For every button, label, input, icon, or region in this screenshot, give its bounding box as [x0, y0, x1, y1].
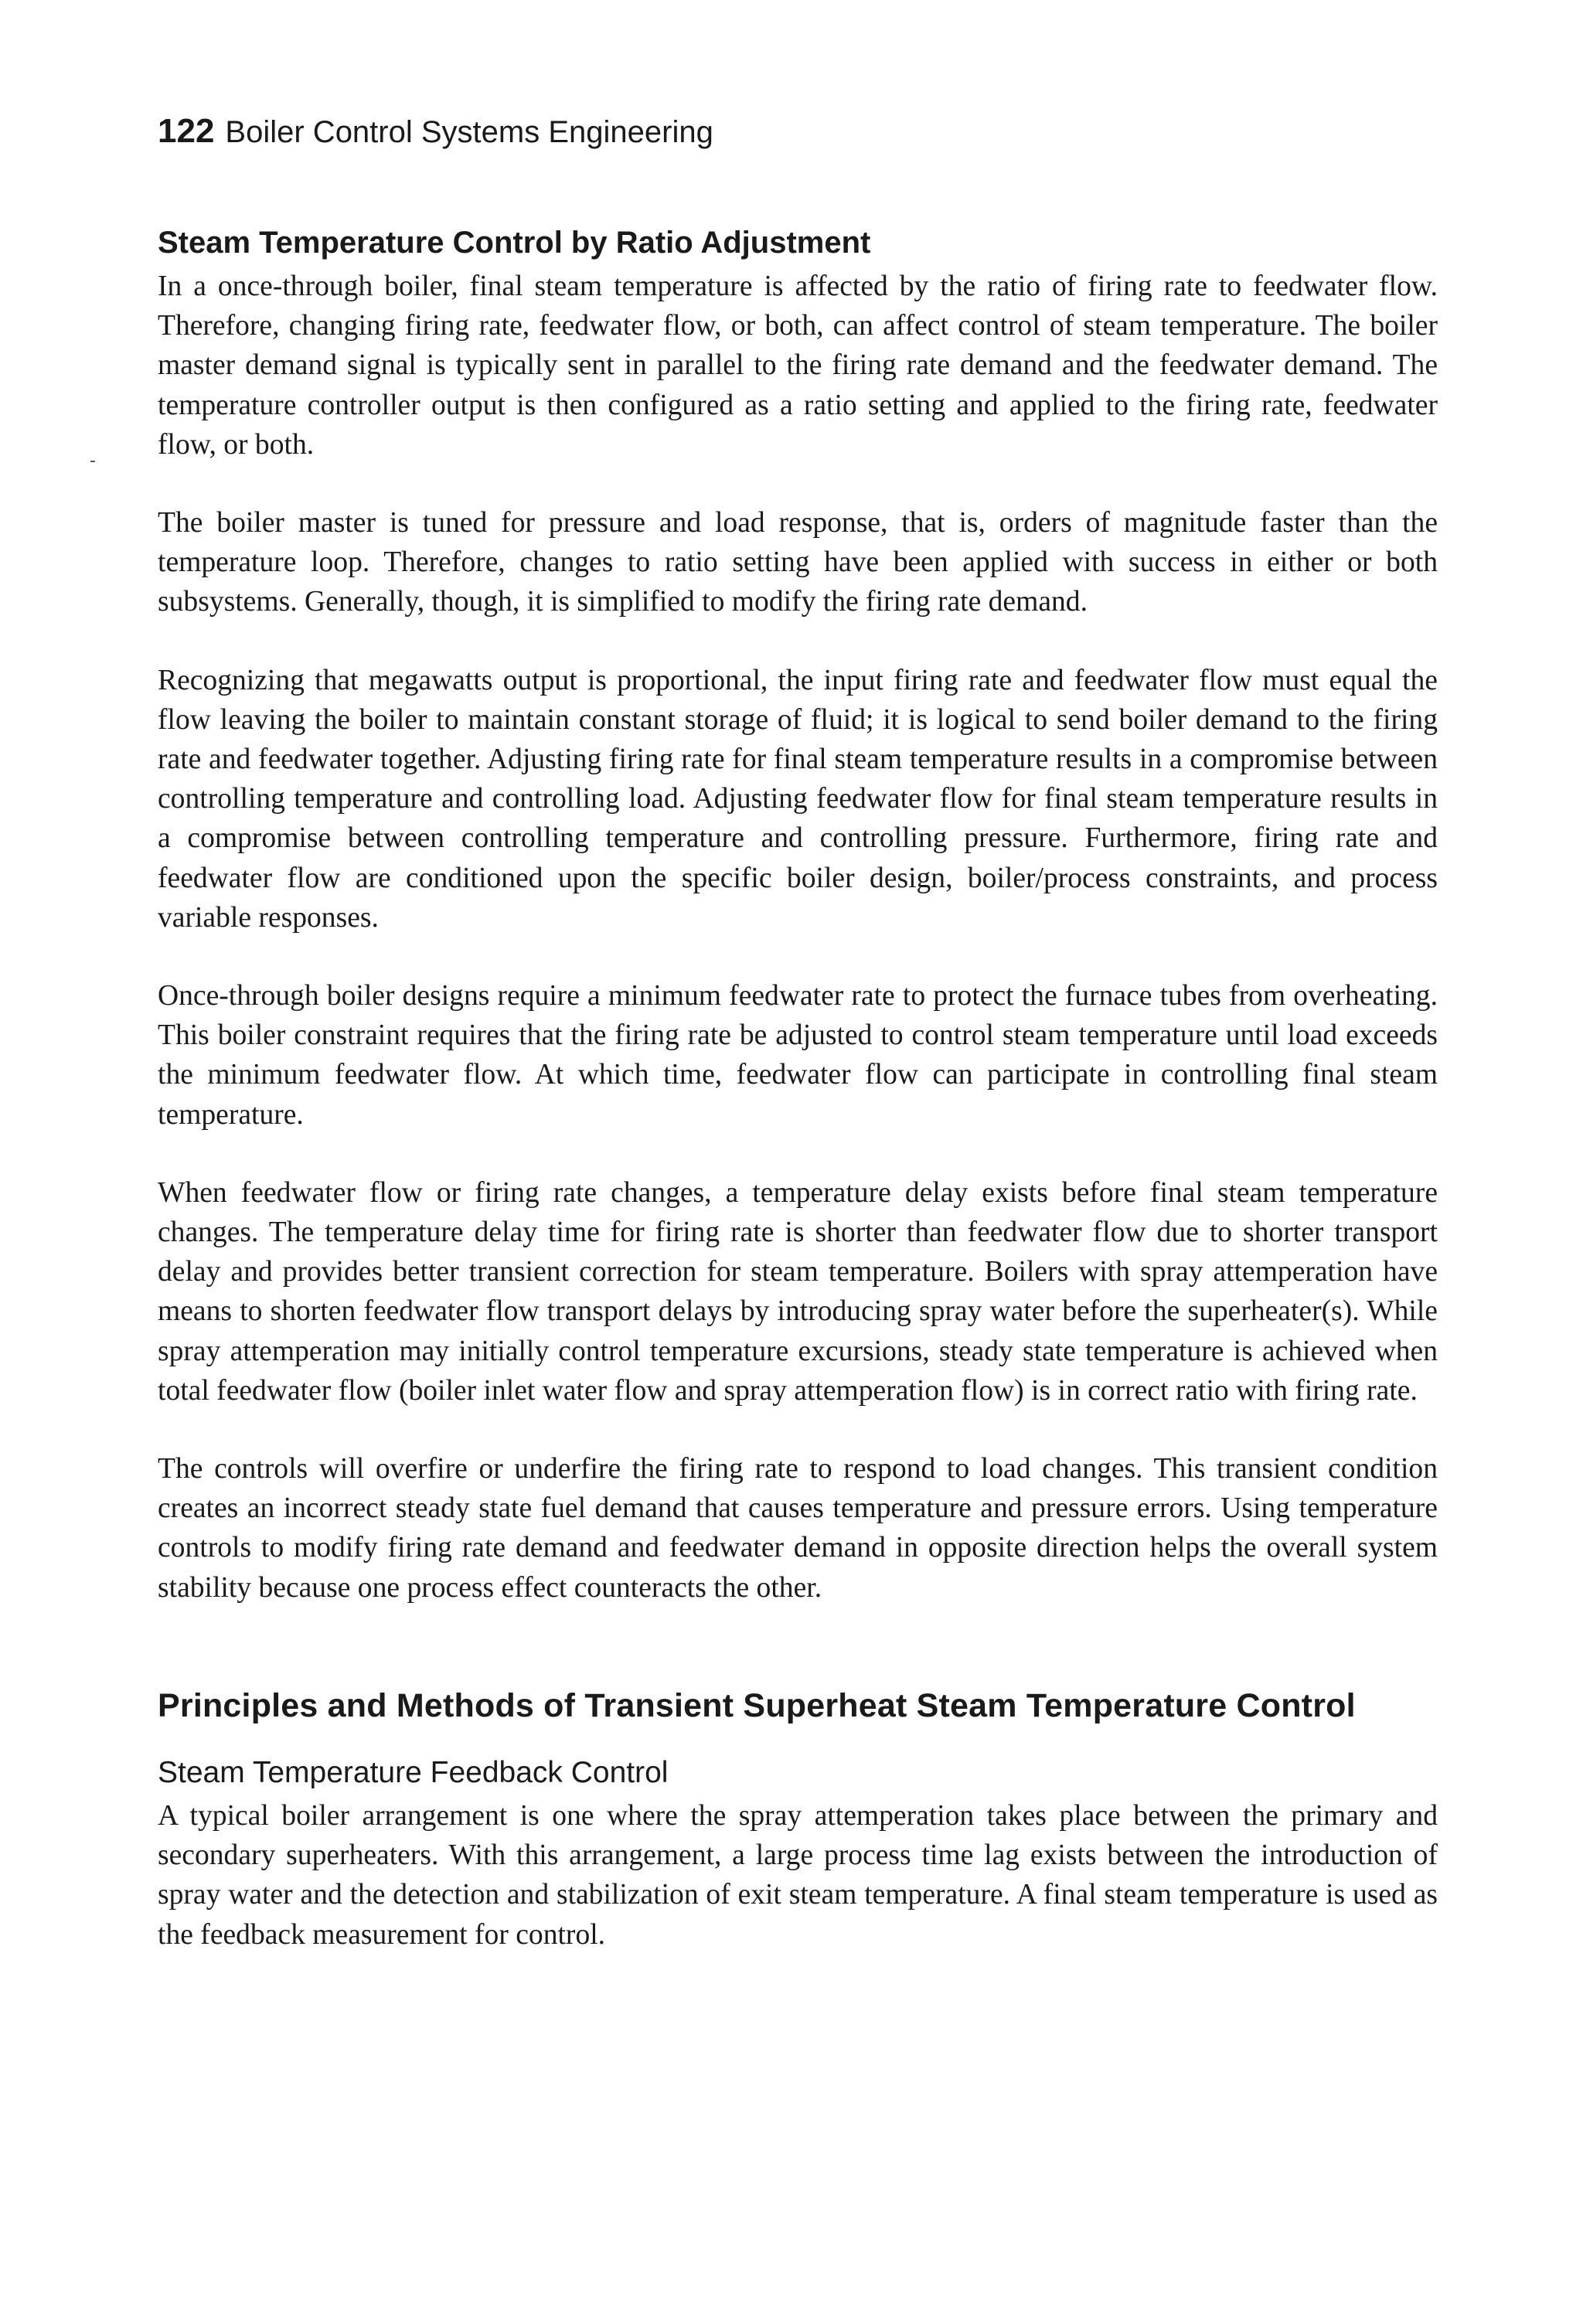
page-number: 122	[158, 112, 215, 150]
major-heading: Principles and Methods of Transient Superheat Steam Temperature Control	[158, 1686, 1356, 1724]
paragraph: In a once-through boiler, final steam temperature is affected by the ratio of firing rate to feedwater flow. Therefore, changing firing rate, feedwater flow, or both, can affect control of steam temperature. The boiler master demand signal is typically sent in parallel to the firing rate demand and the feedwater demand. The temperature controller output is then configured as a ratio setting and applied to the firing rate, feedwater flow, or both.	[158, 271, 1438, 461]
book-title: Boiler Control Systems Engineering	[225, 115, 713, 149]
running-head	[158, 108, 1438, 155]
paragraph: Once-through boiler designs require a minimum feedwater rate to protect the furnace tubes from overheating. This boiler constraint requires that the firing rate be adjusted to control steam temperature until load exceeds the minimum feedwater flow. At which time, feedwater flow can participate in controlling final steam temperature.	[158, 980, 1438, 1131]
margin-mark	[90, 461, 95, 462]
paragraph: A typical boiler arrangement is one where the spray attemperation takes place between the primary and secondary superheaters. With this arrangement, a large process time lag exists between the introduction of spray water and the detection and stabilization of exit steam temperature. A final steam temperature is used as the feedback measurement for control.	[158, 1799, 1438, 1951]
paragraph: When feedwater flow or firing rate changes, a temperature delay exists before final steam temperature changes. The temperature delay time for firing rate is shorter than feedwater flow due to shorter transport delay and provides better transient correction for steam temperature. Boilers with spray attemperation have means to shorten feedwater flow transport delays by introducing spray water before the superheater(s). While spray attemperation may initially control temperature excursions, steady state temperature is achieved when total feedwater flow (boiler inlet water flow and spray attemperation flow) is in correct ratio with firing rate.	[158, 1176, 1438, 1407]
paragraph: The boiler master is tuned for pressure and load response, that is, orders of magnitude faster than the temperature loop. Therefore, changes to ratio setting have been applied with success in either or both subsystems. Generally, though, it is simplified to modify the firing rate demand.	[158, 507, 1438, 618]
section-transient-superheat	[158, 1685, 1438, 1955]
book-page	[158, 108, 1438, 1955]
subsection-title: Steam Temperature Feedback Control	[158, 1755, 669, 1789]
paragraph: Recognizing that megawatts output is proportional, the input firing rate and feedwater flow must equal the flow leaving the boiler to maintain constant storage of fluid; it is logical to send boiler demand to the firing rate and feedwater together. Adjusting firing rate for final steam temperature results in a compromise between controlling temperature and controlling load. Adjusting feedwater flow for final steam temperature results in a compromise between controlling temperature and controlling pressure. Furthermore, firing rate and feedwater flow are conditioned upon the specific boiler design, boiler/process constraints, and process variable responses.	[158, 664, 1438, 934]
section-title: Steam Temperature Control by Ratio Adjustment	[158, 226, 871, 260]
paragraph: The controls will overfire or underfire the firing rate to respond to load changes. This transient condition creates an incorrect steady state fuel demand that causes temperature and pressure errors. Using temperature controls to modify firing rate demand and feedwater demand in opposite direction helps the overall system stability because one process effect counteracts the other.	[158, 1453, 1438, 1604]
section-ratio-adjustment	[158, 222, 1438, 1608]
